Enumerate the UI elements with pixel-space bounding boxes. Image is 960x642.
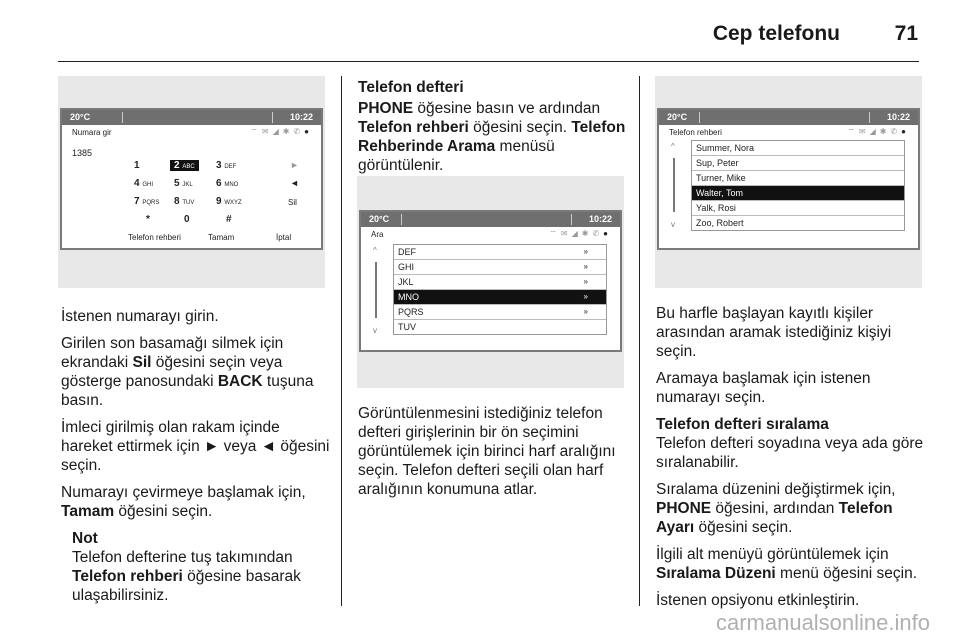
column-divider (341, 76, 342, 606)
scroll-up-icon: ^ (373, 246, 377, 255)
sms-icon: ✉ (560, 229, 572, 238)
screen-title: Numara gir (72, 128, 112, 137)
section-heading: Telefon defteri (358, 79, 464, 96)
key-6[interactable]: 6 MNO (216, 178, 239, 189)
cancel-button[interactable]: İptal (276, 233, 292, 242)
list-item[interactable]: Summer, Nora (692, 141, 904, 156)
scroll-down-icon: v (373, 326, 377, 335)
paragraph: Bu harfle başlayan kayıtlı kişiler arasından aramak istediğiniz kişiyi seçin. (656, 305, 892, 360)
key-8[interactable]: 8 TUV (174, 196, 195, 207)
status-bar (659, 110, 918, 125)
paragraph: İmleci girilmiş olan rakam içinde hareket ettirmek için ► veya ◄ öğesini seçin. (61, 419, 330, 474)
key-0[interactable]: 0 (184, 214, 190, 225)
ok-button[interactable]: Tamam (208, 233, 235, 242)
signal-icon: ◢ (272, 127, 283, 136)
paragraph: Girilen son basamağı silmek için ekrandaki Sil öğesini seçin veya gösterge panosundaki BACK tuşuna basın. (61, 335, 314, 409)
scrollbar[interactable] (671, 142, 677, 232)
screenshot-phonebook-search (357, 176, 624, 388)
list-item-selected[interactable]: MNO » (394, 290, 606, 305)
section-heading: Telefon defteri sıralama (656, 416, 829, 433)
chevron-right-icon: » (583, 247, 588, 256)
scroll-up-icon: ^ (671, 142, 675, 151)
clock: 10:22 (588, 214, 612, 224)
clock: 10:22 (289, 112, 313, 122)
wifi-icon: ⌔ (549, 229, 561, 238)
range-list (393, 244, 607, 335)
phone-icon: ✆ (592, 229, 604, 238)
paragraph: PHONE öğesine basın ve ardından Telefon rehberi öğesini seçin. Telefon Rehberinde Arama menüsü görüntülenir. (358, 100, 626, 174)
bluetooth-icon: ✱ (879, 127, 891, 136)
entered-number: 1385 (72, 148, 93, 158)
phone-icon: ✆ (890, 127, 902, 136)
phonebook-search-screen (359, 210, 622, 352)
clock: 10:22 (886, 112, 910, 122)
cursor-right-button[interactable]: ► (290, 160, 299, 170)
chevron-right-icon: » (583, 277, 588, 286)
delete-button[interactable]: Sil (288, 198, 297, 207)
phone-icon: ✆ (293, 127, 305, 136)
bluetooth-icon: ✱ (581, 229, 593, 238)
screenshot-number-entry (58, 76, 325, 288)
list-item[interactable]: Sup, Peter (692, 156, 904, 171)
signal-icon: ◢ (571, 229, 582, 238)
key-3[interactable]: 3 DEF (216, 160, 237, 171)
phonebook-list-screen (657, 108, 920, 250)
header-title: Cep telefonu (712, 22, 840, 45)
sms-icon: ✉ (261, 127, 273, 136)
paragraph: İlgili alt menüyü görüntülemek için Sıralama Düzeni menü öğesini seçin. (656, 546, 918, 582)
key-7[interactable]: 7 PQRS (134, 196, 160, 207)
key-1[interactable]: 1 (134, 160, 140, 171)
key-star[interactable]: * (146, 214, 150, 225)
paragraph: Sıralama düzenini değiştirmek için, PHONE öğesini, ardından Telefon Ayarı öğesini seçin. (656, 481, 896, 536)
status-icons (250, 127, 313, 137)
contact-list (691, 140, 905, 231)
screenshot-phonebook-list (655, 76, 922, 288)
note-heading: Not (72, 530, 98, 547)
scrollbar[interactable] (373, 246, 379, 338)
cursor-left-button[interactable]: ◄ (290, 178, 299, 188)
note-text: Telefon defterine tuş takımından Telefon rehberi öğesine basarak ulaşabilirsiniz. (72, 549, 301, 604)
number-entry-screen (60, 108, 323, 250)
column-divider (639, 76, 640, 606)
list-item-selected[interactable]: Walter, Tom (692, 186, 904, 201)
info-icon: ● (304, 127, 313, 136)
key-4[interactable]: 4 GHI (134, 178, 154, 189)
list-item[interactable]: PQRS » (394, 305, 606, 320)
bluetooth-icon: ✱ (282, 127, 294, 136)
chevron-right-icon: » (583, 307, 588, 316)
wifi-icon: ⌔ (847, 127, 859, 136)
list-item[interactable]: JKL » (394, 275, 606, 290)
column-2-top (358, 78, 626, 183)
column-2-bottom (358, 404, 630, 507)
list-item[interactable]: TUV (398, 322, 416, 332)
temperature: 20°C (70, 112, 91, 122)
chevron-right-icon: » (583, 262, 588, 271)
temperature: 20°C (369, 214, 390, 224)
note-box (61, 529, 331, 605)
paragraph: İstenen numarayı girin. (61, 308, 219, 325)
status-bar (62, 110, 321, 125)
key-5[interactable]: 5 JKL (174, 178, 193, 189)
temperature: 20°C (667, 112, 688, 122)
chevron-right-icon: » (583, 292, 588, 301)
paragraph: Telefon defteri soyadına veya ada göre sıralanabilir. (656, 435, 924, 471)
key-2[interactable]: 2 ABC (170, 160, 199, 171)
column-1 (61, 307, 331, 605)
header-rule (58, 61, 919, 62)
list-item[interactable]: Turner, Mike (692, 171, 904, 186)
page-number: 71 (894, 22, 918, 45)
status-icons (847, 127, 910, 137)
list-item[interactable]: DEF » (394, 245, 606, 260)
signal-icon: ◢ (869, 127, 880, 136)
status-icons (549, 229, 612, 239)
paragraph: Görüntülenmesini istediğiniz telefon defteri girişlerinin bir ön seçimini görüntülemek için birinci harf aralığını seçin. Telefon defteri seçili olan harf aralığının konumuna atlar. (358, 405, 616, 498)
key-9[interactable]: 9 WXYZ (216, 196, 242, 207)
info-icon: ● (901, 127, 910, 136)
wifi-icon: ⌔ (250, 127, 262, 136)
list-item[interactable]: GHI » (394, 260, 606, 275)
screen-title: Ara (371, 230, 384, 239)
list-item[interactable]: Zoo, Robert (696, 218, 744, 228)
screen-title: Telefon rehberi (669, 128, 722, 137)
list-item[interactable]: Yalk, Rosi (692, 201, 904, 216)
paragraph: Aramaya başlamak için istenen numarayı seçin. (656, 370, 871, 406)
status-bar (361, 212, 620, 227)
key-hash[interactable]: # (226, 214, 232, 225)
paragraph: İstenen opsiyonu etkinleştirin. (656, 592, 860, 609)
paragraph: Numarayı çevirmeye başlamak için, Tamam öğesini seçin. (61, 484, 306, 520)
phonebook-button[interactable]: Telefon rehberi (128, 233, 181, 242)
info-icon: ● (603, 229, 612, 238)
sms-icon: ✉ (858, 127, 870, 136)
watermark: carmanualsonline.info (715, 610, 930, 635)
column-3 (656, 304, 926, 618)
scroll-down-icon: v (671, 220, 675, 229)
